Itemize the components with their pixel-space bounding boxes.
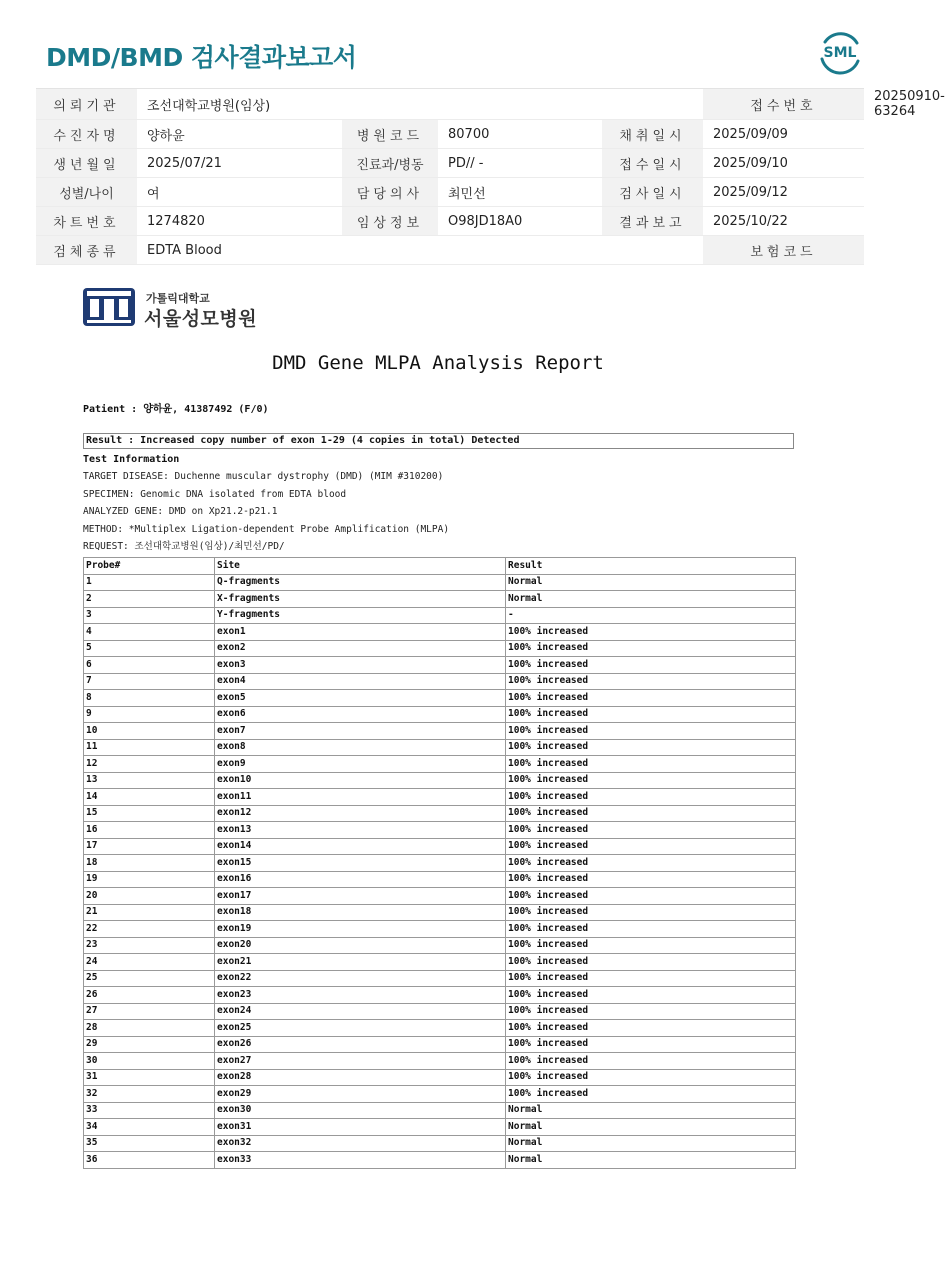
info-label: 검사일시 [602,178,703,207]
table-row [84,657,796,674]
table-row [84,624,796,641]
probe-number: 28 [84,1020,215,1037]
probe-result: Normal [506,1152,796,1169]
probe-result: Normal [506,1135,796,1152]
probe-result: 100% increased [506,1069,796,1086]
info-label: 생년월일 [36,149,137,178]
info-label: 담당의사 [342,178,438,207]
test-info-line: TARGET DISEASE: Duchenne muscular dystrophy (DMD) (MIM #310200) [83,471,444,482]
test-info-lines [83,471,449,559]
probe-number: 6 [84,657,215,674]
info-value: 2025/09/12 [703,178,864,207]
test-info-line: METHOD: *Multiplex Ligation-dependent Probe Amplification (MLPA) [83,523,450,535]
probe-site: exon2 [215,640,506,657]
table-row [84,871,796,888]
probe-number: 34 [84,1119,215,1136]
probe-number: 8 [84,690,215,707]
report-title: DMD Gene MLPA Analysis Report [272,352,604,374]
info-row [36,120,864,149]
probe-site: exon11 [215,789,506,806]
probe-result: Normal [506,1119,796,1136]
probe-result: 100% increased [506,640,796,657]
probe-result: 100% increased [506,1003,796,1020]
probe-table-header [84,558,796,575]
document-title: DMD/BMD 검사결과보고서 [46,43,357,72]
table-row [84,739,796,756]
info-value: EDTA Blood [137,236,602,265]
probe-result: - [506,607,796,624]
table-row [84,1086,796,1103]
probe-result: 100% increased [506,789,796,806]
info-label: 성별/나이 [36,178,137,207]
probe-number: 27 [84,1003,215,1020]
info-value: 2025/09/09 [703,120,864,149]
table-row [84,690,796,707]
probe-result-table [83,557,796,1169]
probe-number: 29 [84,1036,215,1053]
hospital-name: 서울성모병원 [144,308,258,330]
probe-site: exon3 [215,657,506,674]
probe-site: exon28 [215,1069,506,1086]
probe-result: 100% increased [506,673,796,690]
probe-header-cell: Probe# [84,558,215,575]
probe-site: X-fragments [215,591,506,608]
info-label: 병원코드 [342,120,438,149]
result-summary: Result : Increased copy number of exon 1-29 (4 copies in total) Detected [83,433,794,449]
hospital-emblem-icon [82,287,136,327]
probe-site: exon5 [215,690,506,707]
probe-result: 100% increased [506,954,796,971]
probe-site: exon13 [215,822,506,839]
table-row [84,772,796,789]
table-row [84,1036,796,1053]
probe-result: 100% increased [506,921,796,938]
probe-site: Q-fragments [215,574,506,591]
table-row [84,640,796,657]
probe-result: 100% increased [506,624,796,641]
probe-number: 11 [84,739,215,756]
probe-number: 35 [84,1135,215,1152]
probe-site: exon1 [215,624,506,641]
probe-site: exon23 [215,987,506,1004]
table-row [84,937,796,954]
probe-number: 16 [84,822,215,839]
probe-number: 31 [84,1069,215,1086]
table-row [84,921,796,938]
logo-text: SML [823,45,857,61]
info-label: 차트번호 [36,207,137,236]
table-row [84,822,796,839]
probe-result: 100% increased [506,805,796,822]
probe-result: 100% increased [506,690,796,707]
info-label: 접수번호 [703,89,864,120]
probe-site: exon19 [215,921,506,938]
probe-result: 100% increased [506,904,796,921]
probe-number: 23 [84,937,215,954]
table-row [84,591,796,608]
table-row [84,1020,796,1037]
probe-site: Y-fragments [215,607,506,624]
patient-info-table [36,88,945,265]
info-value: O98JD18A0 [438,207,602,236]
probe-result: Normal [506,574,796,591]
probe-result: 100% increased [506,970,796,987]
probe-result: Normal [506,1102,796,1119]
probe-result: 100% increased [506,1036,796,1053]
probe-result: 100% increased [506,1053,796,1070]
probe-number: 17 [84,838,215,855]
probe-site: exon22 [215,970,506,987]
info-label: 수진자명 [36,120,137,149]
info-label: 의뢰기관 [36,89,137,120]
probe-number: 13 [84,772,215,789]
probe-number: 20 [84,888,215,905]
probe-number: 36 [84,1152,215,1169]
probe-site: exon8 [215,739,506,756]
probe-number: 1 [84,574,215,591]
probe-number: 14 [84,789,215,806]
info-label: 결과보고 [602,207,703,236]
patient-line: Patient : 양하윤, 41387492 (F/0) [83,404,269,415]
probe-site: exon25 [215,1020,506,1037]
probe-site: exon4 [215,673,506,690]
probe-site: exon29 [215,1086,506,1103]
probe-number: 4 [84,624,215,641]
info-value: 조선대학교병원(임상) [137,89,602,120]
probe-site: exon24 [215,1003,506,1020]
table-row [84,673,796,690]
info-value [602,236,703,265]
table-row [84,1069,796,1086]
probe-result: 100% increased [506,706,796,723]
test-info-line: REQUEST: 조선대학교병원(임상)/최민선/PD/ [83,541,285,552]
probe-result: 100% increased [506,723,796,740]
probe-number: 5 [84,640,215,657]
table-row [84,789,796,806]
probe-site: exon31 [215,1119,506,1136]
probe-number: 18 [84,855,215,872]
info-label: 진료과/병동 [342,149,438,178]
hospital-university-name: 가톨릭대학교 [146,292,210,305]
test-info-line: ANALYZED GENE: DMD on Xp21.2-p21.1 [83,506,278,517]
probe-number: 25 [84,970,215,987]
probe-header-cell: Site [215,558,506,575]
probe-result: 100% increased [506,772,796,789]
sml-logo-icon [816,30,864,76]
info-label: 보험코드 [703,236,864,265]
probe-result: 100% increased [506,937,796,954]
probe-number: 21 [84,904,215,921]
probe-number: 33 [84,1102,215,1119]
table-row [84,1119,796,1136]
info-label: 접수일시 [602,149,703,178]
info-value: 2025/09/10 [703,149,864,178]
info-value: 2025/10/22 [703,207,864,236]
probe-site: exon9 [215,756,506,773]
probe-site: exon7 [215,723,506,740]
info-row [36,149,864,178]
table-row [84,574,796,591]
probe-result: 100% increased [506,838,796,855]
probe-result: 100% increased [506,756,796,773]
probe-number: 26 [84,987,215,1004]
table-row [84,706,796,723]
info-row: 의뢰기관 조선대학교병원(임상) 접수번호 20250910-63264 [36,89,864,120]
info-label: 검체종류 [36,236,137,265]
info-value: 1274820 [137,207,342,236]
table-row [84,1102,796,1119]
probe-number: 32 [84,1086,215,1103]
probe-site: exon14 [215,838,506,855]
probe-number: 19 [84,871,215,888]
table-row [84,888,796,905]
info-value [602,89,703,120]
probe-result: 100% increased [506,871,796,888]
table-row [84,954,796,971]
probe-result: 100% increased [506,739,796,756]
table-row [84,838,796,855]
table-row [84,805,796,822]
probe-site: exon18 [215,904,506,921]
probe-result: 100% increased [506,1086,796,1103]
probe-result: 100% increased [506,822,796,839]
probe-site: exon32 [215,1135,506,1152]
probe-site: exon6 [215,706,506,723]
probe-result: 100% increased [506,987,796,1004]
probe-site: exon33 [215,1152,506,1169]
info-row [36,207,864,236]
test-info-line: SPECIMEN: Genomic DNA isolated from EDTA blood [83,488,347,500]
table-row [84,1152,796,1169]
probe-number: 7 [84,673,215,690]
info-value: 2025/07/21 [137,149,342,178]
probe-result: Normal [506,591,796,608]
probe-site: exon12 [215,805,506,822]
probe-number: 22 [84,921,215,938]
probe-number: 15 [84,805,215,822]
probe-site: exon10 [215,772,506,789]
table-row [84,855,796,872]
probe-result: 100% increased [506,855,796,872]
table-row [84,1053,796,1070]
table-row [84,904,796,921]
probe-site: exon21 [215,954,506,971]
probe-site: exon15 [215,855,506,872]
probe-site: exon30 [215,1102,506,1119]
info-row [36,236,864,265]
info-label: 채취일시 [602,120,703,149]
probe-site: exon17 [215,888,506,905]
info-label: 임상정보 [342,207,438,236]
probe-site: exon20 [215,937,506,954]
probe-site: exon16 [215,871,506,888]
info-value: 여 [137,178,342,207]
probe-number: 3 [84,607,215,624]
table-row [84,1003,796,1020]
table-row [84,1135,796,1152]
table-row [84,756,796,773]
probe-site: exon26 [215,1036,506,1053]
probe-site: exon27 [215,1053,506,1070]
info-value: 최민선 [438,178,602,207]
info-value: 80700 [438,120,602,149]
table-row [84,970,796,987]
probe-result: 100% increased [506,657,796,674]
probe-result: 100% increased [506,888,796,905]
probe-number: 2 [84,591,215,608]
probe-number: 30 [84,1053,215,1070]
table-row [84,723,796,740]
probe-number: 12 [84,756,215,773]
table-row [84,607,796,624]
probe-header-cell: Result [506,558,796,575]
probe-number: 10 [84,723,215,740]
info-value: 양하윤 [137,120,342,149]
probe-number: 9 [84,706,215,723]
info-row [36,178,864,207]
probe-result: 100% increased [506,1020,796,1037]
table-row [84,987,796,1004]
info-value: PD// - [438,149,602,178]
test-info-heading: Test Information [83,454,180,465]
probe-number: 24 [84,954,215,971]
